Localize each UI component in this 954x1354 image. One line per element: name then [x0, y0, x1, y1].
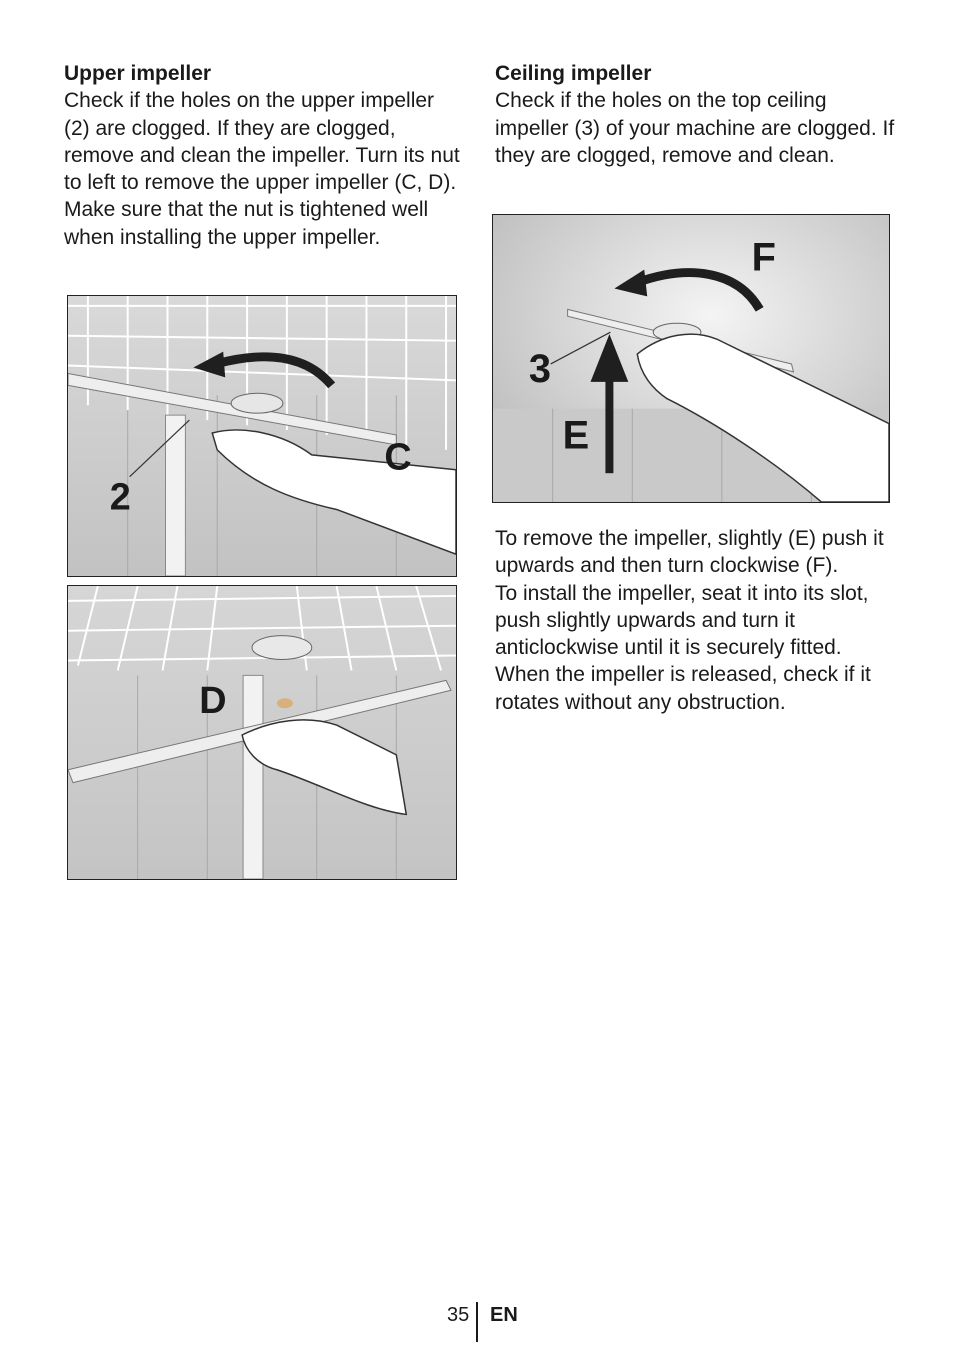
figure-ef-illustration [493, 215, 889, 502]
figure-ef-ceiling-impeller [492, 214, 890, 503]
figure-d-label: D [199, 680, 227, 723]
figure-c-callout-2: 2 [109, 476, 131, 519]
figure-ef-callout-3: 3 [528, 346, 551, 391]
figure-c-illustration [68, 296, 456, 576]
impeller-instructions [495, 525, 895, 716]
figure-f-label: F [751, 235, 776, 280]
footer-divider [476, 1302, 478, 1342]
figure-e-label: E [562, 413, 590, 458]
check-instruction: When the impeller is released, check if it rotates without any obstruction. [495, 663, 871, 714]
ceiling-impeller-section [495, 60, 895, 169]
remove-instruction: To remove the impeller, slightly (E) push it upwards and then turn clockwise (F). [495, 527, 884, 578]
figure-d-illustration [68, 586, 456, 879]
ceiling-impeller-heading: Ceiling impeller [495, 62, 652, 85]
ceiling-impeller-body: Check if the holes on the top ceiling impeller (3) of your machine are clogged. If they are clogged, remove and clean. [495, 89, 895, 167]
page-number: 35 [447, 1304, 470, 1326]
page-footer [0, 1300, 954, 1344]
upper-impeller-note: Make sure that the nut is tightened well when installing the upper impeller. [64, 198, 429, 249]
figure-c-label: C [384, 436, 412, 479]
language-code: EN [490, 1304, 518, 1326]
figure-d-upper-impeller-removed [67, 585, 457, 880]
install-instruction: To install the impeller, seat it into its slot, push slightly upwards and turn it anticlockwise until it is securely fitted. [495, 581, 869, 660]
upper-impeller-body: Check if the holes on the upper impeller (2) are clogged. If they are clogged, remove and clean the impeller. Turn its nut to left to remove the upper impeller (C, D). [64, 89, 460, 195]
upper-impeller-heading: Upper impeller [64, 62, 212, 85]
figure-c-upper-impeller-removal [67, 295, 457, 577]
upper-impeller-section [64, 60, 464, 251]
